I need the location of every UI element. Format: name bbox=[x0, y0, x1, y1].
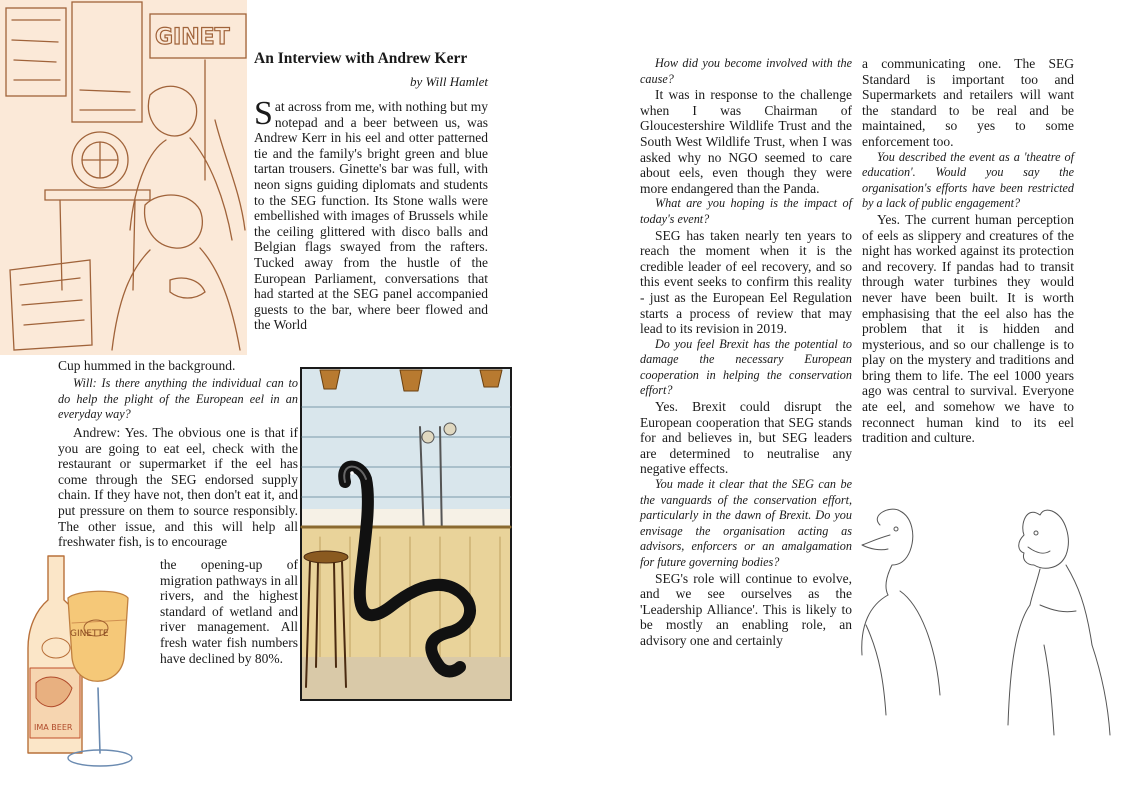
answer-individual: Andrew: Yes. The obvious one is that if you are going to eat eel, check with the restaurant or supermarket if the eel has come through the SEG endorsed supply chain. If they have not, then don't eat it, and put pressure on them to source responsibly. The other issue, and this will help all freshwater fish, is to encourage bbox=[58, 425, 298, 550]
glass-label: GINETTE bbox=[70, 629, 109, 639]
bottle-label: IMA BEER bbox=[34, 723, 73, 732]
intro-text: at across from me, with nothing but my notepad and a beer between us, was Andrew Kerr in his eel and otter patterned tie and the family's bright green and blue tartan trousers. Ginette's bar was full, with neon signs guiding diplomats and students to the SEG function. Its Stone walls were embellished with images of Brussels while the ceiling glittered with disco balls and Belgian flags swayed from the rafters. Tucked away from the hustle of the European Parliament, conversations that had started at the SEG panel accompanied guests to the bar, where beer flowed and the World bbox=[254, 99, 488, 333]
answer-individual-cont: the opening-up of migration pathways in all rivers, and the highest standard of wetland and river management. All fresh water fish numbers have declined by 80%. bbox=[160, 557, 298, 666]
eel-at-bar-sketch bbox=[300, 367, 512, 701]
answer-vanguards: SEG's role will continue to evolve, and we see ourselves as the 'Leadership Alliance'. This is likely to be mostly an enabling role, an advisory one and certainly bbox=[640, 570, 852, 648]
question-involvement: How did you become involved with the cause? bbox=[640, 56, 852, 86]
right-page-column-1 bbox=[640, 56, 852, 649]
article-title: An Interview with Andrew Kerr bbox=[254, 50, 468, 67]
intro-paragraph bbox=[254, 95, 488, 333]
question-brexit: Do you feel Brexit has the potential to damage the necessary European cooperation in helping the conservation effort? bbox=[640, 336, 852, 398]
question-impact: What are you hoping is the impact of today's event? bbox=[640, 196, 852, 226]
bar-sign-text: GINET bbox=[155, 25, 230, 50]
answer-involvement: It was in response to the challenge when I was Chairman of Gloucestershire Wildlife Trust and the South West Wildlife Trust, when I was asked why no NGO seemed to care about eels, even though they were more endangered than the Panda. bbox=[640, 87, 852, 196]
answer-impact: SEG has taken nearly ten years to reach the moment when it is the credible leader of eel recovery, and so this event seeks to confirm this reality - just as the European Eel Regulation starts a process of review that may lead to its revision in 2019. bbox=[640, 227, 852, 337]
right-page-column-2 bbox=[862, 56, 1074, 446]
beer-bottle-glass-sketch bbox=[16, 548, 166, 800]
article-byline: by Will Hamlet bbox=[410, 74, 488, 89]
question-individual: Will: Is there anything the individual can to do help the plight of the European eel in an everyday way? bbox=[58, 376, 298, 422]
bar-interior-sketch bbox=[0, 0, 247, 355]
answer-engagement: Yes. The current human perception of eels as slippery and creatures of the night has worked against its protection and recovery. If pandas had to transit through water turbines they would never have been built. It is worth emphasising that the eel also has the problem that it is hidden and mysterious, and so our challenge is to play on the mystery and traditions and bring them to life. The eel 1000 years ago was central to survival. Everyone ate eel, and somehow we have to reconnect human kind to its eel tradition and culture. bbox=[862, 211, 1074, 446]
intro-end: Cup hummed in the background. bbox=[58, 358, 236, 373]
drop-cap: S bbox=[254, 95, 273, 132]
answer-vanguards-cont: a communicating one. The SEG Standard is important too and Supermarkets and retailers will want the standard to be real and be maintained, so yes to some enforcement too. bbox=[862, 56, 1074, 149]
question-engagement: You described the event as a 'theatre of education'. Would you say the organisation's efforts have been restricted by a lack of public engagement? bbox=[862, 149, 1074, 211]
question-vanguards: You made it clear that the SEG can be the vanguards of the conservation effort, particularly in the dawn of Brexit. Do you envisage the organisation acting as advisors, enforcers or an amalgamation for future governing bodies? bbox=[640, 477, 852, 569]
answer-brexit: Yes. Brexit could disrupt the European cooperation that SEG stands for and believes in, but SEG leaders are determined to neutralise any negative effects. bbox=[640, 399, 852, 477]
two-men-sketch bbox=[840, 495, 1128, 745]
